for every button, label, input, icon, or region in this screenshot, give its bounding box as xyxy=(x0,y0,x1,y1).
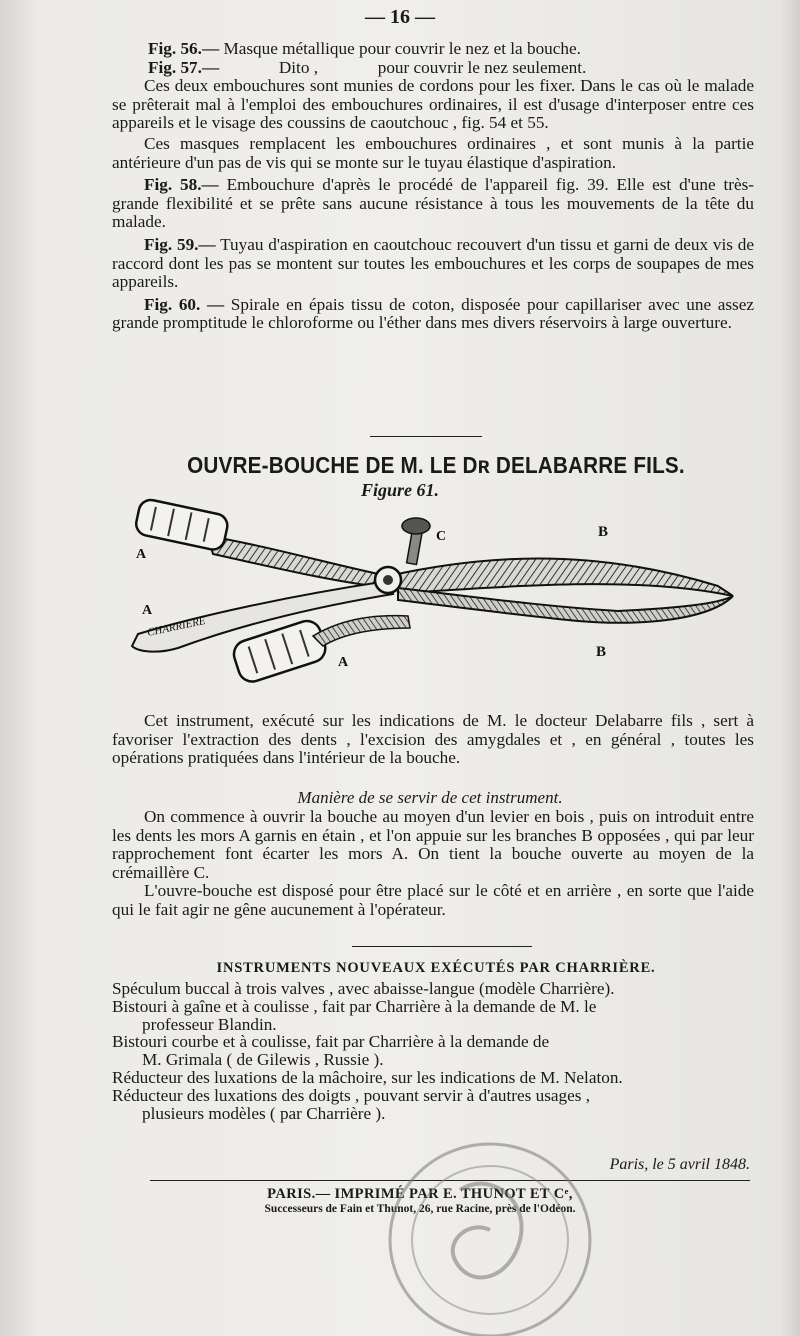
mouth-opener-illustration xyxy=(118,496,748,706)
imprint-line-2: Successeurs de Fain et Thunot, 26, rue Racine, près de l'Odéon. xyxy=(264,1203,576,1215)
label-a-bottom: A xyxy=(338,655,349,670)
library-stamp-icon xyxy=(370,1120,600,1336)
engraving-text: CHARRIERE xyxy=(146,614,207,639)
list-item: Réducteur des luxations de la mâchoire, sur les indications de M. Nelaton. xyxy=(112,1067,623,1087)
fig59-label: Fig. 59.— xyxy=(144,234,216,254)
list-item-continuation: M. Grimala ( de Gilewis , Russie ). xyxy=(142,1050,384,1070)
dateline: Paris, le 5 avril 1848. xyxy=(609,1156,750,1173)
paragraph-ouvrir: On commence à ouvrir la bouche au moyen d'un levier en bois , puis on introduit entre les dents les mors A garnis en étain , et l'on appuie sur les branches B opposées , qui par leur rapprochement font écarter les mors A. On tient la bouche ouverte au moyen de la crémaillère C. xyxy=(112,807,754,882)
figure-caption: Figure 61. xyxy=(360,480,439,500)
list-item: Bistouri courbe et à coulisse, fait par Charrière à la demande de xyxy=(112,1032,550,1052)
fig58-label: Fig. 58.— xyxy=(144,175,219,195)
fig58-entry xyxy=(112,176,754,232)
fig60-text: Spirale en épais tissu de coton, disposée pour capillariser avec une assez grande promptitude le chloroforme ou l'éther dans mes divers réservoirs à large ouverture. xyxy=(112,294,754,333)
fig56-label: Fig. 56.— xyxy=(148,39,220,58)
label-c: C xyxy=(436,529,447,544)
list-item-continuation: professeur Blandin. xyxy=(142,1014,277,1034)
separator-rule xyxy=(370,436,482,437)
label-a-left: A xyxy=(142,603,153,618)
fig58-text: Embouchure d'après le procédé de l'appareil fig. 39. Elle est d'une très-grande flexibilité et se prête sans aucune résistance à tous les mouvements de la tête du malade. xyxy=(112,175,754,232)
imprint-line-1: PARIS.— IMPRIMÉ PAR E. THUNOT ET Cᵉ, xyxy=(267,1186,573,1202)
fig56-text: Masque métallique pour couvrir le nez et la bouche. xyxy=(223,39,581,58)
paragraph-dispose: L'ouvre-bouche est disposé pour être placé sur le côté et en arrière , en sorte que l'aide qui le fait agir ne gêne aucunement à l'opérateur. xyxy=(112,881,754,919)
label-b-bottom: B xyxy=(596,644,607,660)
fig59-text: Tuyau d'aspiration en caoutchouc recouvert d'un tissu et garni de deux vis de raccord dont les pas se montent sur toutes les embouchures et les corps de soupapes de mes appareils. xyxy=(112,234,754,292)
text-block-usage xyxy=(112,808,754,920)
list-item: Réducteur des luxations des doigts , pouvant servir à d'autres usages , xyxy=(112,1085,591,1105)
text-block-description xyxy=(112,712,754,768)
paragraph-instrument: Cet instrument, exécuté sur les indications de M. le docteur Delabarre fils , sert à favoriser l'extraction des dents , l'excision des amygdales et , en général , toutes les opérations pratiquées dans l'intérieur de la bouche. xyxy=(112,711,754,768)
fig60-label: Fig. 60. — xyxy=(144,294,225,314)
fig57-label: Fig. 57.— xyxy=(148,57,220,77)
paragraph-masques: Ces masques remplacent les embouchures ordinaires , et sont munis à la partie antérieure d'un pas de vis qui se monte sur le tuyau élastique d'aspiration. xyxy=(112,133,754,172)
fig59-entry xyxy=(112,236,754,292)
label-a-top: A xyxy=(136,547,147,562)
section-headline: OUVRE-BOUCHE DE M. LE Dʀ DELABARRE FILS. xyxy=(187,452,685,478)
label-b-top: B xyxy=(598,524,609,540)
page-number: — 16 — xyxy=(365,6,435,28)
new-instruments-heading: INSTRUMENTS NOUVEAUX EXÉCUTÉS PAR CHARRIÈRE. xyxy=(216,960,656,976)
list-item-continuation: plusieurs modèles ( par Charrière ). xyxy=(142,1103,386,1123)
list-item: Bistouri à gaîne et à coulisse , fait par Charrière à la demande de M. le xyxy=(112,996,597,1016)
text-block-top xyxy=(112,40,754,333)
paragraph-embouchures: Ces deux embouchures sont munies de cordons pour les fixer. Dans le cas où le malade se prêterait mal à l'emploi des embouchures ordinaires, il est d'usage d'interposer entre ces appareils et le visage des coussins de caoutchouc , fig. 54 et 55. xyxy=(112,76,754,133)
fig56-entry xyxy=(148,40,754,59)
usage-heading: Manière de se servir de cet instrument. xyxy=(297,788,563,807)
list-item: Spéculum buccal à trois valves , avec abaisse-langue (modèle Charrière). xyxy=(112,979,615,998)
fig57-text: pour couvrir le nez seulement. xyxy=(377,57,587,77)
fig57-dito: Dito , xyxy=(278,57,319,77)
fig57-entry xyxy=(148,59,754,78)
separator-rule-2 xyxy=(352,946,532,947)
fig60-entry xyxy=(112,296,754,333)
instrument-list xyxy=(112,980,754,1122)
